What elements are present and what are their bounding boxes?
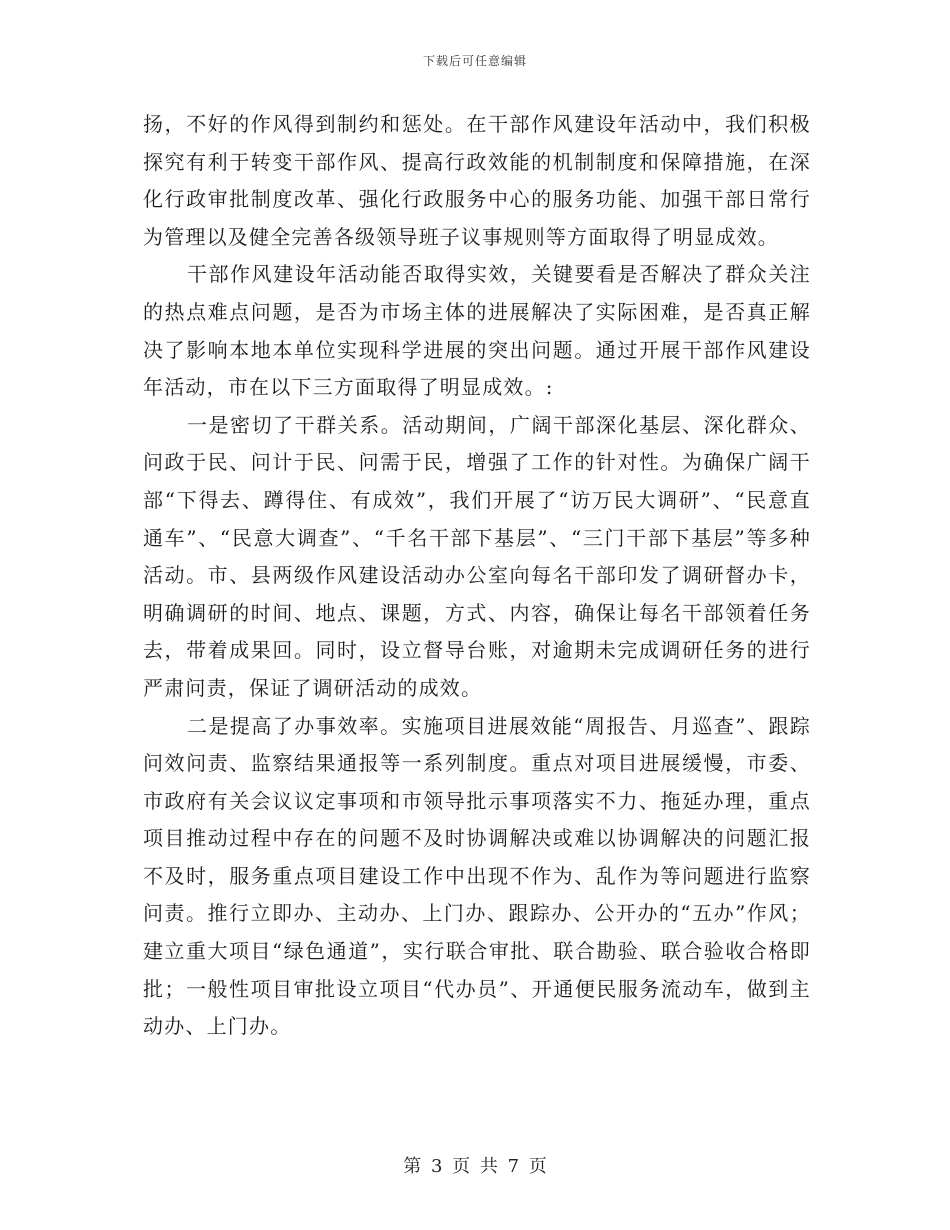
paragraph-3: 一是密切了干群关系。活动期间，广阔干部深化基层、深化群众、问政于民、问计于民、问需于民，增强了工作的针对性。为确保广阔干部“下得去、蹲得住、有成效”，我们开展了“访万民大调研”、“民意直通车”、“民意大调查”、“千名干部下基层”、“三门干部下基层”等多种活动。市、县两级作风建设活动办公室向每名干部印发了调研督办卡，明确调研的时间、地点、课题，方式、内容，确保让每名干部领着任务去，带着成果回。同时，设立督导台账，对逾期未完成调研任务的进行严肃问责，保证了调研活动的成效。 bbox=[143, 412, 811, 700]
paragraph-2: 干部作风建设年活动能否取得实效，关键要看是否解决了群众关注的热点难点问题，是否为市场主体的进展解决了实际困难，是否真正解决了影响本地本单位实现科学进展的突出问题。通过开展干部作风建设年活动，市在以下三方面取得了明显成效。: bbox=[143, 262, 811, 400]
document-body bbox=[143, 106, 811, 1046]
paragraph-1: 扬，不好的作风得到制约和惩处。在干部作风建设年活动中，我们积极探究有利于转变干部作风、提高行政效能的机制制度和保障措施，在深化行政审批制度改革、强化行政服务中心的服务功能、加强干部日常行为管理以及健全完善各级领导班子议事规则等方面取得了明显成效。 bbox=[143, 112, 811, 249]
paragraph-4: 二是提高了办事效率。实施项目进展效能“周报告、月巡查”、跟踪问效问责、监察结果通报等一系列制度。重点对项目进展缓慢，市委、市政府有关会议议定事项和市领导批示事项落实不力、拖延办理，重点项目推动过程中存在的问题不及时协调解决或难以协调解决的问题汇报不及时，服务重点项目建设工作中出现不作为、乱作为等问题进行监察问责。推行立即办、主动办、上门办、跟踪办、公开办的“五办”作风；建立重大项目“绿色通道”，实行联合审批、联合勘验、联合验收合格即批；一般性项目审批设立项目“代办员”、开通便民服务流动车，做到主动办、上门办。 bbox=[143, 713, 811, 1039]
page-number: 第 3 页 共 7 页 bbox=[403, 1156, 547, 1177]
page-header: 下载后可任意编辑 bbox=[422, 54, 527, 68]
